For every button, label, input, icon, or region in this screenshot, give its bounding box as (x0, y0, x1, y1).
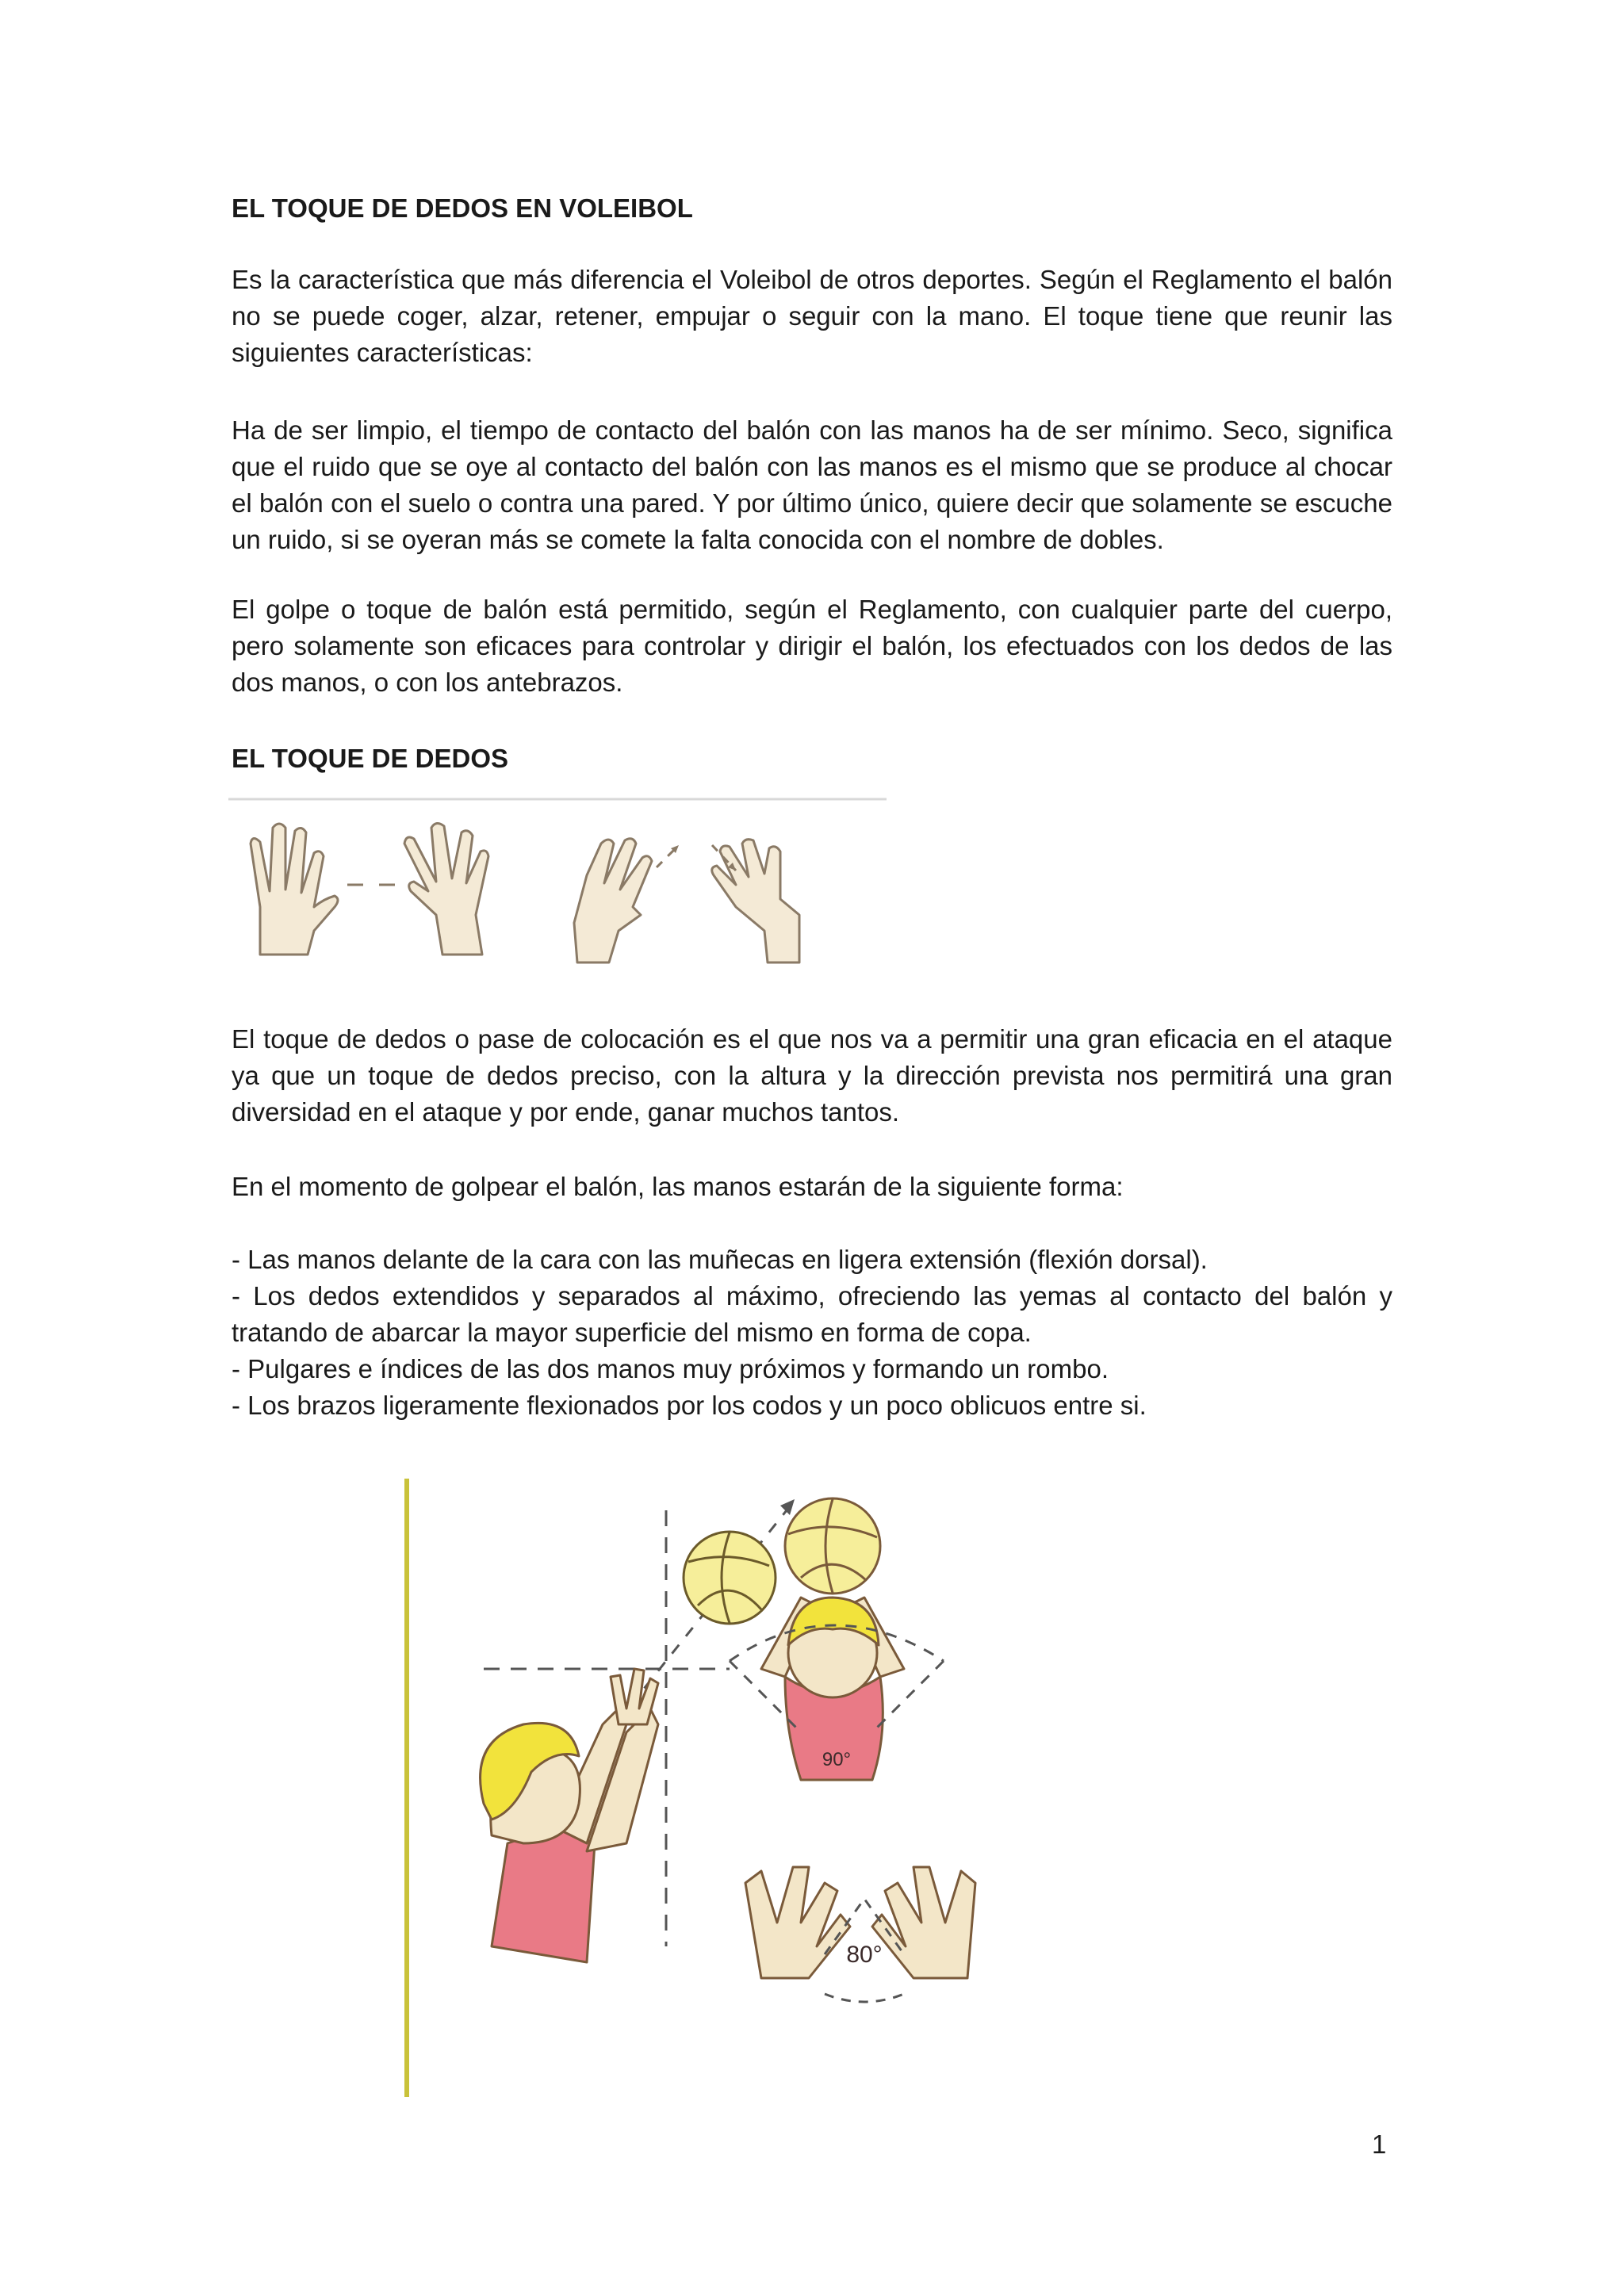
hands-illustration (228, 796, 887, 978)
setter-side-view (481, 1669, 658, 1962)
setter-front-view (761, 1498, 904, 1780)
hand-position-intro: En el momento de golpear el balón, las manos estarán de la siguiente forma: (232, 1172, 1124, 1201)
ball-left (684, 1532, 776, 1624)
cleanliness-paragraph: Ha de ser limpio, el tiempo de contacto del balón con las manos ha de ser mínimo. Seco, significa que el ruido que se oye al contacto del balón con las manos es el mismo que se produce al chocar el balón con el suelo o contra una pared. Y por último único, quiere decir que solamente se escuche un ruido, si se oyeran más se comete la falta conocida con el nombre de dobles. (232, 415, 1392, 554)
bullet-item: - Los brazos ligeramente flexionados por los codos y un poco oblicuos entre si. (232, 1391, 1147, 1420)
rules-paragraph: El golpe o toque de balón está permitido, según el Reglamento, con cualquier parte del cuerpo, pero solamente son eficaces para controlar y dirigir el balón, los efectuados con los dedos de las dos manos, o con los antebrazos. (232, 595, 1392, 697)
hand-pair-right (574, 839, 799, 962)
section-title: EL TOQUE DE DEDOS (232, 744, 509, 773)
intro-paragraph: Es la característica que más diferencia el Voleibol de otros deportes. Según el Reglamento el balón no se puede coger, alzar, retener, empujar o seguir con la mano. El toque tiene que reunir las siguientes características: (232, 265, 1392, 367)
page-number: 1 (1372, 2130, 1387, 2159)
bullet-item: - Las manos delante de la cara con las muñecas en ligera extensión (flexión dorsal). (232, 1245, 1208, 1274)
angle-80-label: 80° (846, 1942, 883, 1968)
trajectory-arrow (780, 1499, 795, 1515)
bullet-item: - Los dedos extendidos y separados al máximo, ofreciendo las yemas al contacto del balón y tratando de abarcar la mayor superficie del mismo en forma de copa. (232, 1281, 1392, 1347)
main-title: EL TOQUE DE DEDOS EN VOLEIBOL (232, 193, 693, 223)
bullet-item: - Pulgares e índices de las dos manos muy próximos y formando un rombo. (232, 1354, 1109, 1383)
angle-90-label: 90° (822, 1749, 852, 1770)
hand-pair-left (251, 823, 488, 955)
net-pole (404, 1479, 409, 2097)
bullet-list (232, 1242, 1392, 1424)
setting-paragraph: El toque de dedos o pase de colocación es el que nos va a permitir una gran eficacia en el ataque ya que un toque de dedos preciso, con la altura y la dirección prevista nos permitirá una gran diversidad en el ataque y por ende, ganar muchos tantos. (232, 1024, 1392, 1127)
setter-illustration (254, 1471, 1205, 2105)
